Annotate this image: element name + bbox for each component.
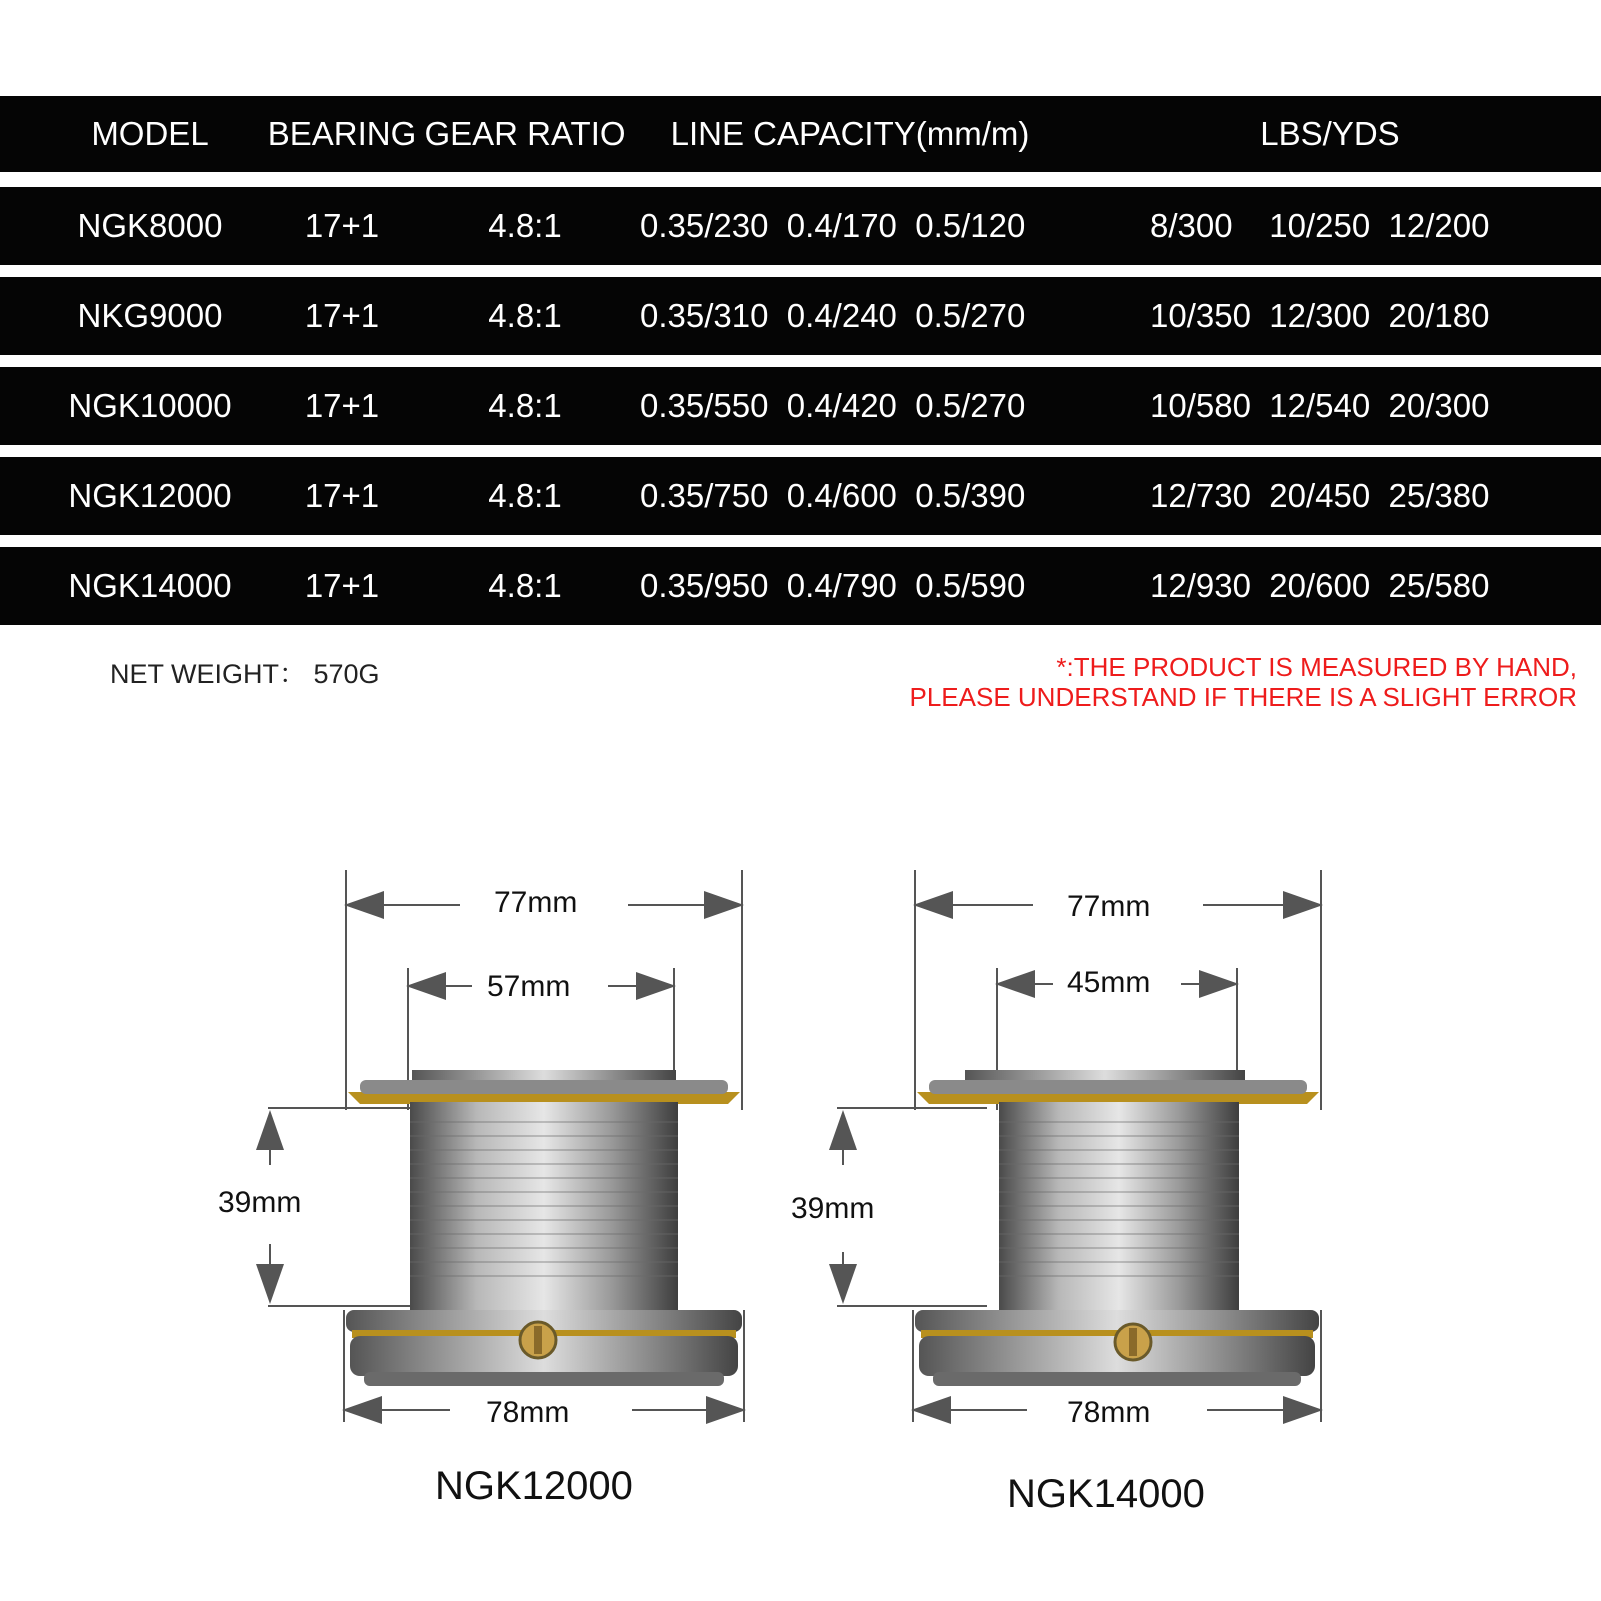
top-width-label: 77mm — [490, 886, 581, 920]
row-line-capacity: 0.35/230 0.4/170 0.5/120 — [640, 207, 1026, 244]
spool-model-label: NGK12000 — [435, 1464, 633, 1508]
inner-width-label: 45mm — [1063, 966, 1154, 1000]
row-lbs-yds: 12/930 20/600 25/580 — [1150, 567, 1490, 604]
row-gear-ratio: 4.8:1 — [488, 297, 562, 334]
note-line-1: *:THE PRODUCT IS MEASURED BY HAND, — [1056, 652, 1577, 682]
row-model: NGK12000 — [68, 477, 232, 514]
header-bearing: BEARING — [267, 115, 417, 152]
row-gear-ratio: 4.8:1 — [488, 477, 562, 514]
row-bearing: 17+1 — [304, 297, 380, 334]
row-model: NGK8000 — [77, 207, 223, 244]
measurement-note — [817, 652, 1577, 712]
row-bearing: 17+1 — [304, 477, 380, 514]
height-label: 39mm — [214, 1186, 305, 1220]
table-row — [0, 367, 1601, 445]
table-row — [0, 277, 1601, 355]
header-line-capacity: LINE CAPACITY(mm/m) — [670, 115, 1030, 152]
net-weight: NET WEIGHT： 570G — [110, 659, 380, 689]
note-line-2: PLEASE UNDERSTAND IF THERE IS A SLIGHT ERROR — [909, 682, 1577, 712]
row-gear-ratio: 4.8:1 — [488, 567, 562, 604]
spool-diagram-ngk12000 — [180, 860, 780, 1580]
spool-model-label: NGK14000 — [1007, 1472, 1205, 1516]
header-gear-ratio: GEAR RATIO — [424, 115, 626, 152]
row-model: NKG9000 — [77, 297, 223, 334]
row-lbs-yds: 12/730 20/450 25/380 — [1150, 477, 1490, 514]
header-model: MODEL — [91, 115, 209, 152]
table-row — [0, 187, 1601, 265]
row-bearing: 17+1 — [304, 567, 380, 604]
row-bearing: 17+1 — [304, 387, 380, 424]
inner-width-label: 57mm — [483, 970, 574, 1004]
table-row — [0, 547, 1601, 625]
top-width-label: 77mm — [1063, 890, 1154, 924]
row-line-capacity: 0.35/950 0.4/790 0.5/590 — [640, 567, 1026, 604]
bottom-width-label: 78mm — [1063, 1396, 1154, 1430]
row-bearing: 17+1 — [304, 207, 380, 244]
row-line-capacity: 0.35/750 0.4/600 0.5/390 — [640, 477, 1026, 514]
row-lbs-yds: 10/580 12/540 20/300 — [1150, 387, 1490, 424]
table-row — [0, 457, 1601, 535]
row-lbs-yds: 8/300 10/250 12/200 — [1150, 207, 1490, 244]
spool-diagram-ngk14000 — [735, 860, 1335, 1580]
row-model: NGK10000 — [68, 387, 232, 424]
row-gear-ratio: 4.8:1 — [488, 207, 562, 244]
row-lbs-yds: 10/350 12/300 20/180 — [1150, 297, 1490, 334]
bottom-width-label: 78mm — [482, 1396, 573, 1430]
table-header — [0, 96, 1601, 172]
row-gear-ratio: 4.8:1 — [488, 387, 562, 424]
row-line-capacity: 0.35/550 0.4/420 0.5/270 — [640, 387, 1026, 424]
height-label: 39mm — [787, 1192, 878, 1226]
row-model: NGK14000 — [68, 567, 232, 604]
row-line-capacity: 0.35/310 0.4/240 0.5/270 — [640, 297, 1026, 334]
header-lbs-yds: LBS/YDS — [1260, 115, 1400, 152]
